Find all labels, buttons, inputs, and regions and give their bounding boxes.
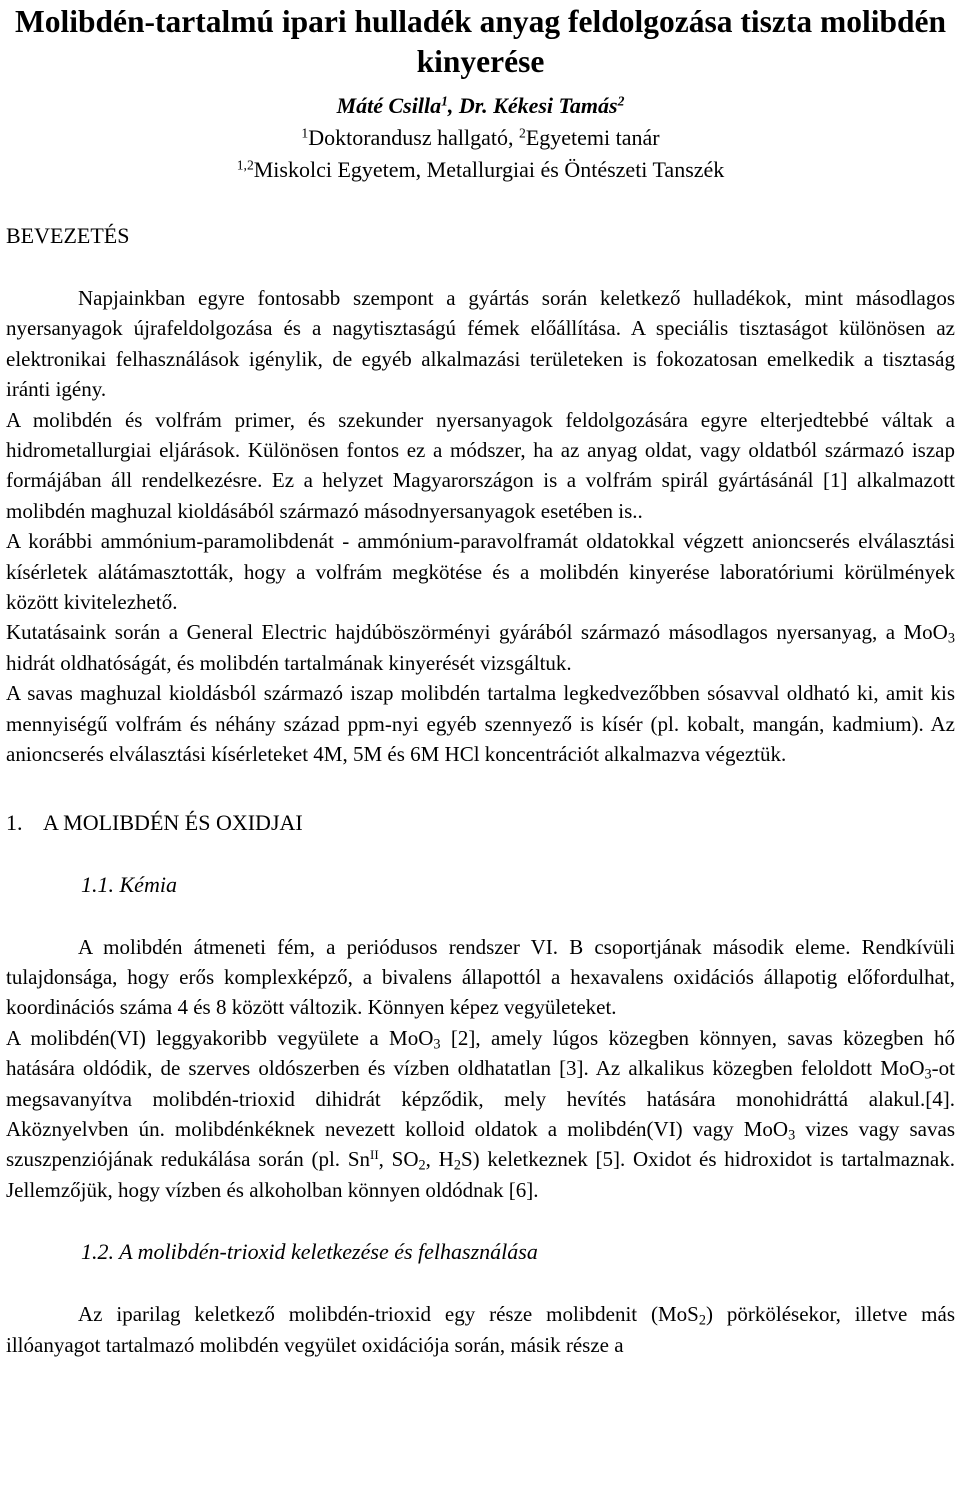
document-page (6, 0, 955, 1360)
chemistry-paragraph-2 (6, 1023, 955, 1205)
author-names (6, 90, 955, 122)
author-2-marker: 2 (617, 93, 625, 109)
text-run: , SO (378, 1147, 419, 1172)
subscript: 2 (698, 1312, 706, 1329)
author-1: Máté Csilla (336, 93, 442, 118)
section-1-2-heading: 1.2. A molibdén-trioxid keletkezése és felhasználása (81, 1239, 538, 1265)
text-run: Az iparilag keletkező molibdén-trioxid egy része molibdenit (MoS (78, 1302, 699, 1327)
institution-name: Miskolci Egyetem, Metallurgiai és Öntészeti Tanszék (253, 157, 725, 182)
section-1-1-heading: 1.1. Kémia (81, 871, 177, 897)
intro-paragraph-2: A molibdén és volfrám primer, és szekunder nyersanyagok feldolgozására egyre elterjedtebbé váltak a hidrometallurgiai eljárások. Különösen fontos ez a módszer, ha az anyag oldat, vagy oldatból származó iszap formájában áll rendelkezésre. Ez a helyzet Magyarországon is a volfrám spirál gyártásánál [1] alkalmazott molibdén maghuzal kioldásából származó másodnyersanyagok esetében is.. (6, 407, 955, 523)
author-1-marker: 1 (441, 93, 448, 109)
role-2-marker: 2 (519, 125, 526, 141)
role-2: Egyetemi tanár (525, 125, 660, 150)
institution-marker: 1,2 (236, 157, 254, 173)
paper-title: Molibdén-tartalmú ipari hulladék anyag feldolgozása tiszta molibdén kinyerése (14, 4, 947, 79)
intro-paragraph-1: Napjainkban egyre fontosabb szempont a gyártás során keletkező hulladékok, mint másodlagos nyersanyagok újrafeldolgozása és a nagytisztaságú fémek előállítása. A speciális tisztaságot különösen az elektronikai felhasználások igénylik, de egyéb alkalmazási területeken is fokozatosan emelkedik a tisztaság iránti igény. (6, 286, 955, 402)
intro-paragraph-5: A savas maghuzal kioldásból származó iszap molibdén tartalma legkedvezőbben sósavval oldható ki, amit kis mennyiségű volfrám és néhány század ppm-nyi egyéb szennyező is kísér (pl. kobalt, mangán, kadmium). Az anioncserés elválasztási kísérleteket 4M, 5M és 6M HCl koncentrációt alkalmazva végeztük. (6, 681, 955, 767)
subscript: 3 (924, 1066, 932, 1083)
subscript: 3 (433, 1036, 441, 1053)
section-1-title: A MOLIBDÉN ÉS OXIDJAI (43, 809, 303, 835)
subscript: 2 (453, 1157, 461, 1174)
text-run: , H (425, 1147, 454, 1172)
text-run: vizes vagy savas szuszpenziójának redukálása során (pl. Sn (6, 1116, 955, 1172)
text-run: -ot megsavanyítva molibdén-trioxid dihidrát képződik, mely hevítés hatására monohidráttá alakul.[4]. Aköznyelvben ún. molibdénkéknek nevezett kolloid oldatok a molibdén(VI) vagy MoO (6, 1056, 955, 1141)
intro-section (6, 283, 955, 770)
role-1: Doktorandusz hallgató, (308, 125, 519, 150)
role-1-marker: 1 (301, 125, 309, 141)
text-run: Kutatásaink során a General Electric hajdúböszörményi gyárából származó másodlagos nyersanyag, a MoO (6, 620, 948, 645)
trioxide-paragraph-1 (6, 1299, 955, 1360)
chemistry-paragraph-1: A molibdén átmeneti fém, a periódusos rendszer VI. B csoportjának második eleme. Rendkívüli tulajdonsága, hogy erős komplexképző, a bivalens állapottól a hexavalens oxidációs állapotig előfordulhat, koordinációs száma 4 és 8 között változik. Könnyen képez vegyületeket. (6, 934, 955, 1020)
text-run: [2], amely lúgos közegben könnyen, savas közegben hő hatására oldódik, de szerves oldószerben és vízben oldhatatlan [3]. Az alkalikus közegben feloldott MoO (6, 1025, 955, 1081)
text-run: S) keletkeznek [5]. Oxidot és hidroxidot is tartalmaznak. Jellemzőjük, hogy vízben és alkoholban könnyen oldódnak [6]. (6, 1147, 955, 1202)
chemistry-section (6, 932, 955, 1206)
subscript: 3 (947, 631, 955, 648)
subscript: 3 (788, 1127, 796, 1144)
affiliation-roles (6, 122, 955, 154)
text-run: ) pörkölésekor, illetve más illóanyagot tartalmazó molibdén vegyület oxidációja során, másik része a (6, 1302, 955, 1357)
section-1-heading (6, 808, 955, 838)
text-run: A molibdén(VI) leggyakoribb vegyülete a MoO (6, 1025, 434, 1050)
affiliation-institution (6, 154, 955, 186)
trioxide-section (6, 1299, 955, 1360)
intro-heading: BEVEZETÉS (6, 223, 130, 248)
author-separator: , Dr. (447, 93, 494, 118)
text-run: hidrát oldhatóságát, és molibdén tartalmának kinyerését vizsgáltuk. (6, 650, 572, 675)
section-1-number: 1. (6, 809, 23, 835)
author-block (6, 90, 955, 186)
intro-paragraph-4 (6, 617, 955, 678)
intro-paragraph-3: A korábbi ammónium-paramolibdenát - ammónium-paravolframát oldatokkal végzett anioncserés elválasztási kísérletek alátámasztották, hogy a volfrám megkötése és a molibdén kinyerése laboratóriumi körülmények között kivitelezhető. (6, 529, 955, 615)
superscript: II (370, 1147, 379, 1163)
subscript: 2 (418, 1157, 426, 1174)
author-2: Kékesi Tamás (493, 93, 618, 118)
